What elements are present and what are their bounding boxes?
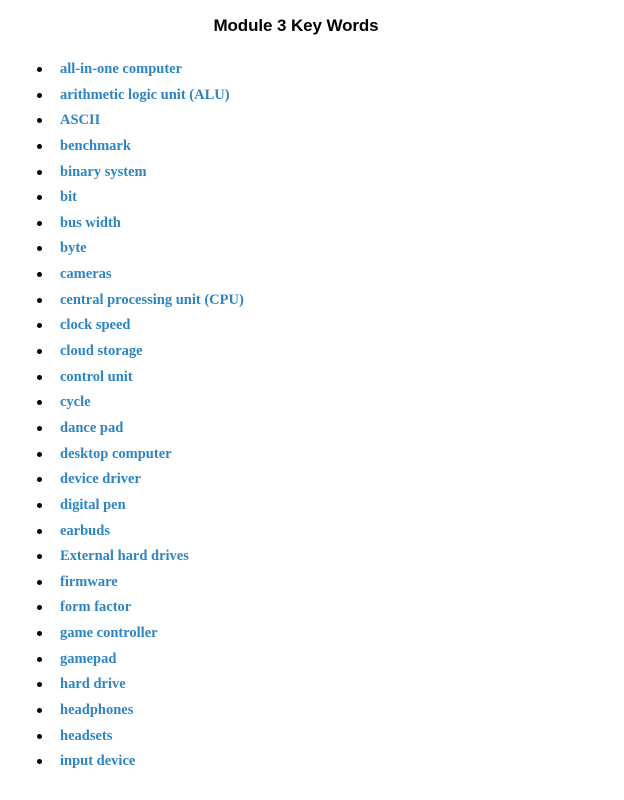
key-word-text: form factor	[60, 599, 132, 616]
key-word-text: arithmetic logic unit (ALU)	[60, 86, 230, 103]
bullet-icon	[37, 323, 42, 328]
key-word-text: External hard drives	[60, 548, 189, 565]
key-word-text: clock speed	[60, 317, 131, 334]
key-word-text: cloud storage	[60, 343, 143, 360]
key-word-text: cameras	[60, 266, 112, 283]
bullet-icon	[37, 118, 42, 123]
bullet-icon	[37, 93, 42, 98]
bullet-icon	[37, 349, 42, 354]
key-word-text: dance pad	[60, 419, 124, 436]
key-word-text: headphones	[60, 702, 134, 719]
bullet-icon	[37, 272, 42, 277]
bullet-icon	[37, 400, 42, 405]
key-word-text: benchmark	[60, 137, 131, 154]
key-word-text: binary system	[60, 163, 147, 180]
bullet-icon	[37, 708, 42, 713]
bullet-icon	[37, 246, 42, 251]
bullet-icon	[37, 221, 42, 226]
bullet-icon	[37, 195, 42, 200]
bullet-icon	[37, 426, 42, 431]
bullet-icon	[37, 554, 42, 559]
bullet-icon	[37, 657, 42, 662]
bullet-icon	[37, 170, 42, 175]
key-word-text: digital pen	[60, 496, 126, 513]
key-word-text: bit	[60, 189, 77, 206]
page-title: Module 3 Key Words	[213, 16, 379, 35]
key-word-text: device driver	[60, 471, 141, 488]
key-word-text: desktop computer	[60, 445, 172, 462]
key-word-text: bus width	[60, 214, 121, 231]
key-word-text: ASCII	[60, 112, 101, 129]
bullet-icon	[37, 144, 42, 149]
key-word-text: central processing unit (CPU)	[60, 291, 244, 308]
key-word-text: byte	[60, 240, 87, 257]
key-word-text: all-in-one computer	[60, 61, 183, 77]
bullet-icon	[37, 452, 42, 457]
bullet-icon	[37, 580, 42, 585]
key-word-text: hard drive	[60, 676, 126, 693]
key-word-text: firmware	[60, 573, 118, 590]
key-word-text: input device	[60, 753, 136, 770]
bullet-icon	[37, 298, 42, 303]
bullet-icon	[37, 529, 42, 534]
bullet-icon	[37, 375, 42, 380]
bullet-icon	[37, 503, 42, 508]
bullet-icon	[37, 631, 42, 636]
key-word-text: headsets	[60, 727, 113, 744]
bullet-icon	[37, 605, 42, 610]
bullet-icon	[37, 67, 42, 72]
key-word-text: game controller	[60, 625, 158, 642]
bullet-icon	[37, 734, 42, 739]
key-word-text: gamepad	[60, 650, 117, 667]
bullet-icon	[37, 477, 42, 482]
key-word-text: control unit	[60, 368, 133, 385]
bullet-icon	[37, 759, 42, 764]
bullet-icon	[37, 682, 42, 687]
key-word-text: cycle	[60, 394, 91, 411]
key-word-text: earbuds	[60, 522, 110, 539]
